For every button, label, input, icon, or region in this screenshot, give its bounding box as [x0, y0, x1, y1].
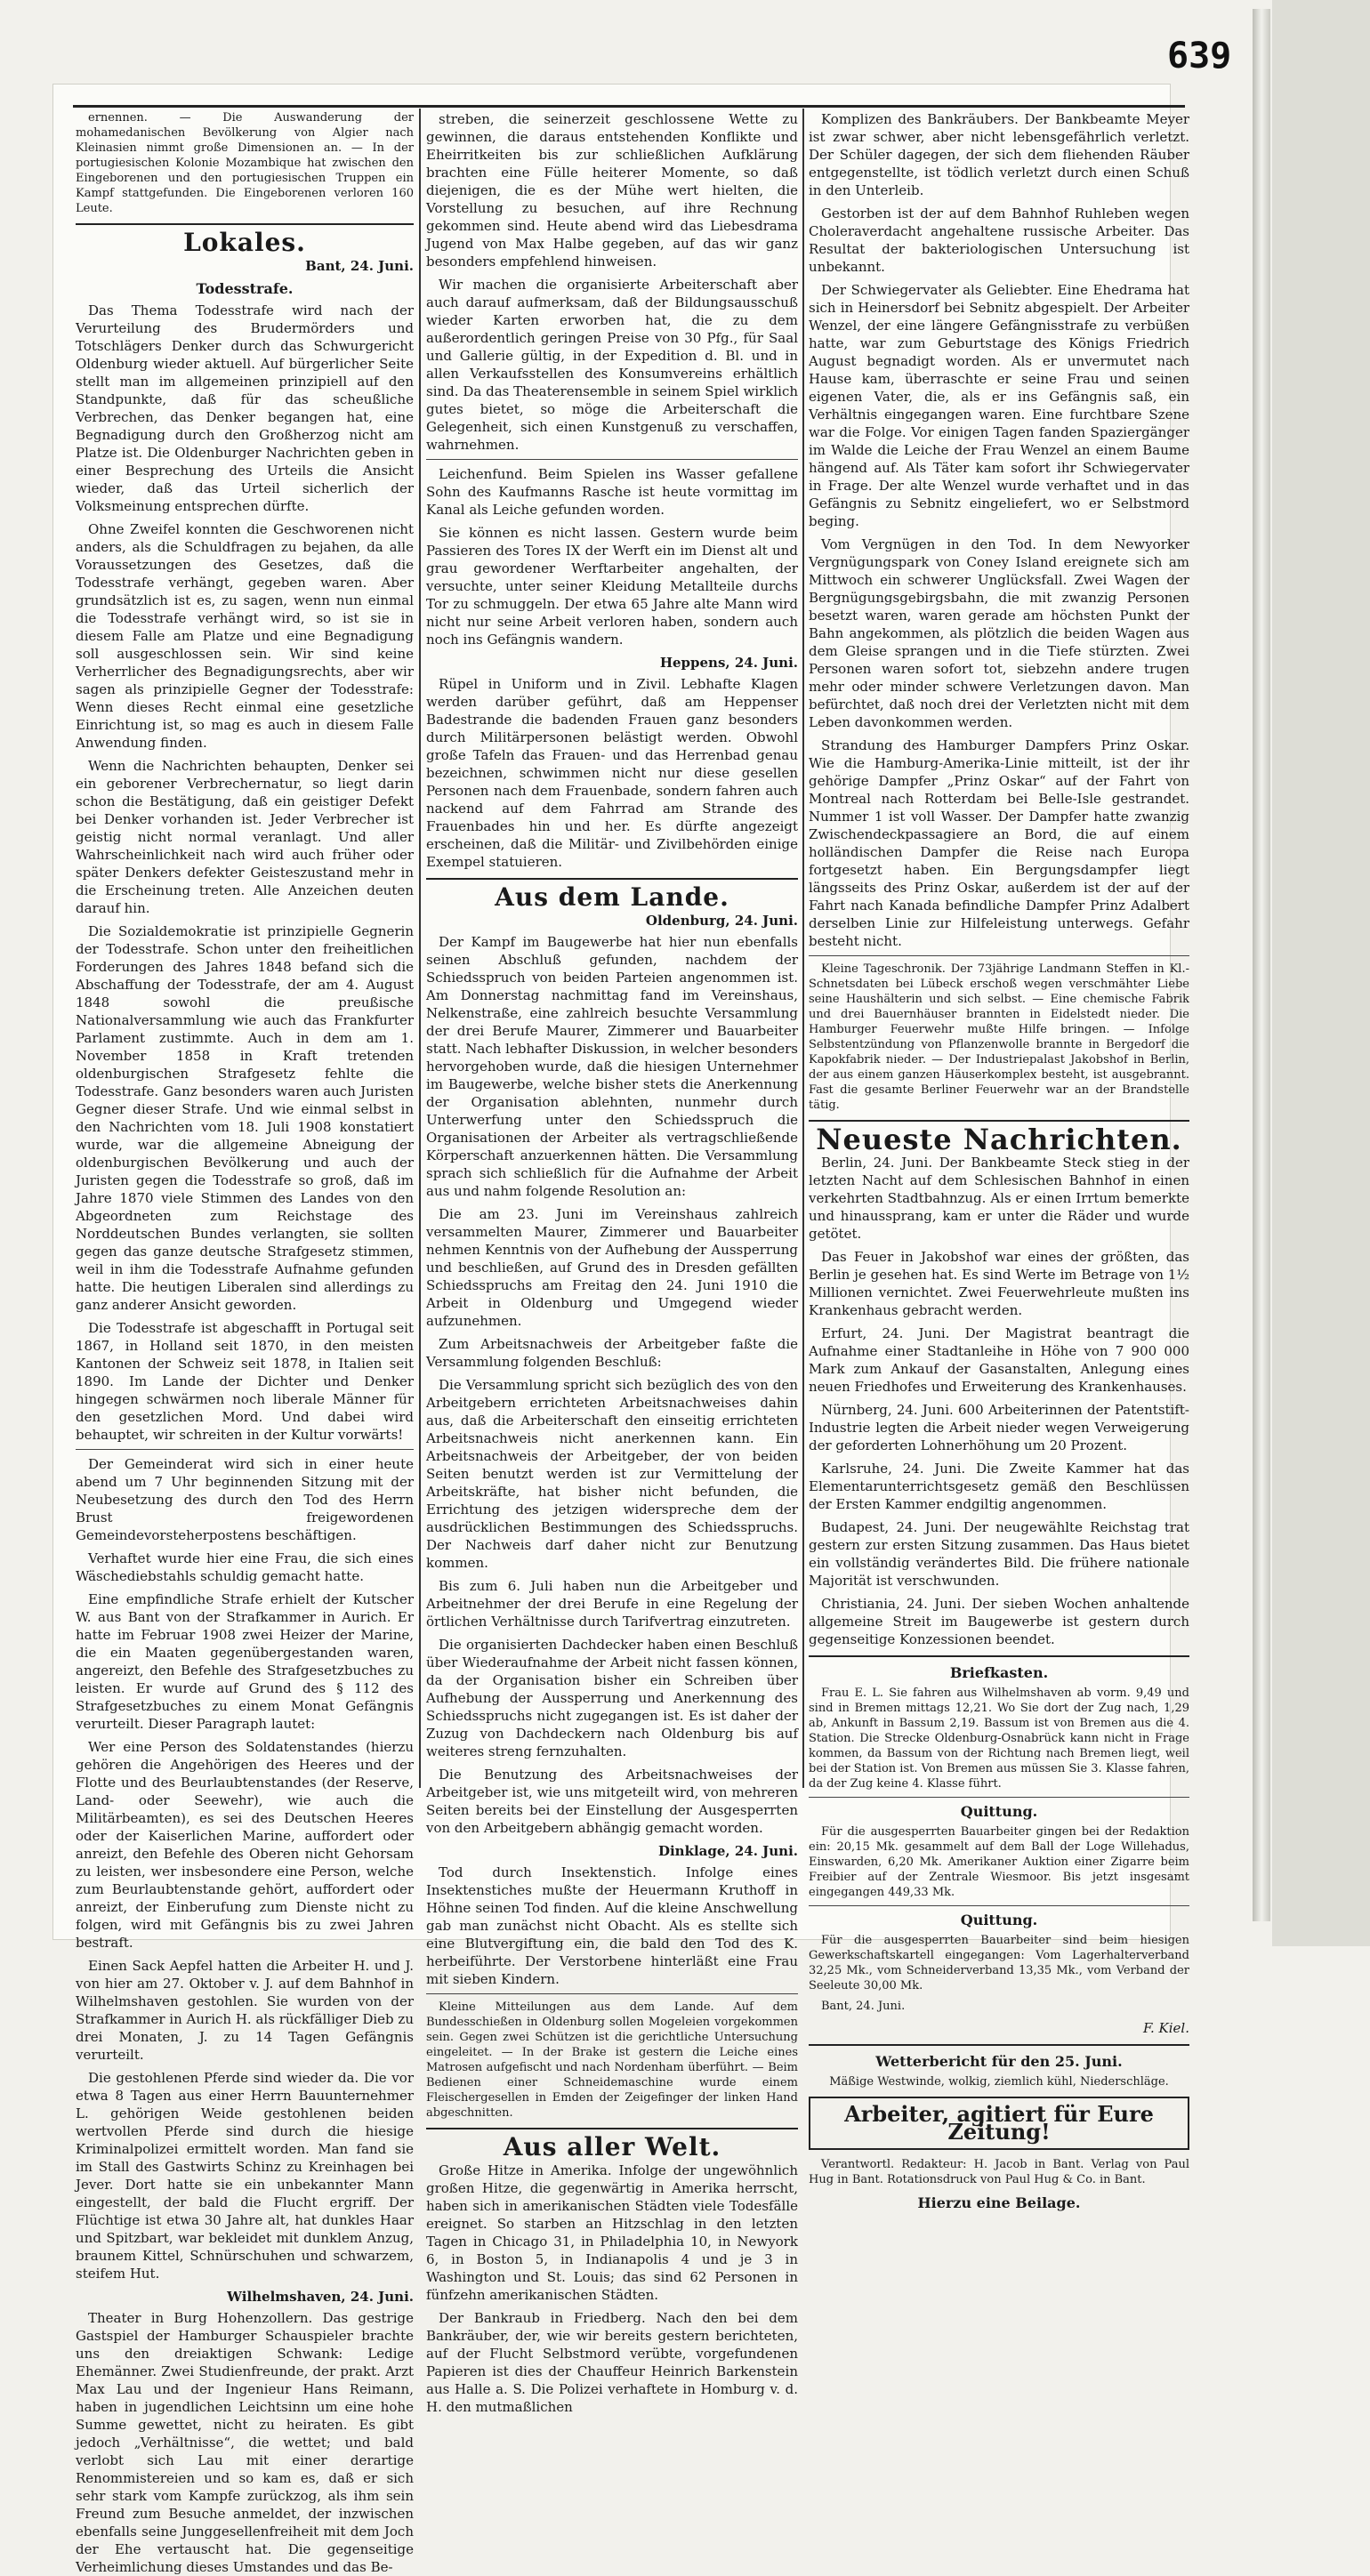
paragraph: Große Hitze in Amerika. Infolge der ungewöhnlich großen Hitze, die gegenwärtig in Amerika herrscht, haben sich in amerikanischen Städten viele Todesfälle ereignet. So starben an Hitzschlag in den letzten Tagen in Chicago 31, in Philadelphia 10, in Newyork 6, in Boston 5, in Indianapolis 4 und je 3 in Washington und St. Louis; das sind 62 Personen in fünfzehn amerikanischen Städten. [426, 2162, 798, 2303]
paragraph: Gestorben ist der auf dem Bahnhof Ruhleben wegen Choleraverdacht angehaltene russische Arbeiter. Das Resultat der bakteriologischen Untersuchung ist unbekannt. [809, 205, 1189, 275]
separator [76, 1449, 414, 1450]
section-title-aus-aller-welt: Aus aller Welt. [503, 2132, 721, 2161]
paragraph: streben, die seinerzeit geschlossene Wette zu gewinnen, die daraus entstehenden Konflikte und Eheirritkeiten bis zur schließlichen Aufklärung brachten eine Fülle heiterer Momente, so daß diejenigen, die es der Mühe wert hielten, die Vorstellung zu besuchen, auf ihre Rechnung gekommen sind. Heute abend wird das Liebesdrama Jugend von Max Halbe gegeben, auf das wir ganz besonders empfehlend hinweisen. [426, 111, 798, 270]
paragraph: Die Benutzung des Arbeitsnachweises der Arbeitgeber ist, wie uns mitgeteilt wird, von mehreren Seiten bereits bei der Einstellung der Ausgesperrten von den Arbeitgebern abhängig gemacht worden. [426, 1767, 798, 1836]
news-item: Erfurt, 24. Juni. Der Magistrat beantragt die Aufnahme einer Stadtanleihe in Höhe von 7 900 000 Mark zum Ankauf der Gasanstalten, Anlegung eines neuen Friedhofes und Erweiterung des Krankenhauses. [809, 1325, 1189, 1395]
quittung-title: Quittung. [960, 1803, 1038, 1820]
paragraph: Wenn die Nachrichten behaupten, Denker sei ein geborener Verbrechernatur, so liegt darin schon die Bestätigung, daß ein geistiger Defekt bei Denker vorhanden ist. Jeder Verbrecher ist geistig nicht normal veranlagt. Und aller Wahrscheinlichkeit nach wird auch früher oder später Denkers defekter Geisteszustand mehr in die Erscheinung treten. Alle Anzeichen deuten darauf hin. [76, 758, 414, 916]
section-title-aus-dem-lande: Aus dem Lande. [495, 882, 729, 912]
paragraph: Theater in Burg Hohenzollern. Das gestrige Gastspiel der Hamburger Schauspieler brachte uns den dreiaktigen Schwank: Ledige Ehemänner. Zwei Studienfreunde, der prakt. Arzt Max Lau und der Ingenieur Hans Reimann, haben in jugendlichen Leichtsinn um eine hohe Summe gewettet, nicht zu heiraten. Es gibt jedoch „Verhältnisse“, die wettet; und bald verlobt sich Lau mit einer derartige Renommistereien und so kam es, daß er sich sehr stark vom Kampfe zurückzog, als ihm sein Freund zum Besuche anmeldet, der inzwischen ebenfalls seine Junggesellenfreiheit mit dem Joch der Ehe vertauscht hat. Die gegenseitige Verheimlichung dieses Umstandes und das Be- [76, 2310, 414, 2575]
separator [426, 1993, 798, 1994]
paragraph: Strandung des Hamburger Dampfers Prinz Oskar. Wie die Hamburg-Amerika-Linie mitteilt, ist der ihr gehörige Dampfer „Prinz Oskar“ auf der Fahrt von Montreal nach Rotterdam bei Belle-Isle gestrandet. Nummer 1 ist voll Wasser. Der Dampfer hatte zwanzig Zwischendeckpassagiere an Bord, die auf einem holländischen Dampfer die Reise nach Europa fortgesetzt haben. Ein Bergungsdampfer liegt längsseits des Prinz Oskar, außerdem ist der auf der Fahrt nach Kanada befindliche Dampfer Prinz Adalbert derselben Linie zur Hilfeleistung unterwegs. Gefahr besteht nicht. [809, 737, 1189, 949]
section-title-lokales: Lokales. [183, 228, 306, 257]
small-notices: Kleine Mitteilungen aus dem Lande. Auf dem Bundesschießen in Oldenburg sollen Mogeleien vorgekommen sein. Gegen zwei Schützen ist die gerichtliche Untersuchung eingeleitet. — In der Brake ist gestern die Leiche eines Matrosen aufgefischt und nach Nordenham überführt. — Beim Bedienen einer Schneidemaschine wurde einem Fleischergesellen in Emden der Zeigefinger der linken Hand abgeschnitten. [426, 2000, 798, 2120]
dateline: Oldenburg, 24. Juni. [645, 913, 798, 929]
paragraph: Die gestohlenen Pferde sind wieder da. Die vor etwa 8 Tagen aus einer Herrn Bauunternehmer L. gehörigen Weide gestohlenen beiden wertvollen Pferde sind durch die hiesige Kriminalpolizei ermittelt worden. Man fand sie im Stall des Gastwirts Schinz zu Kreinhagen bei Jever. Dort hatte sie ein unbekannter Mann eingestellt, der bald die Flucht ergriff. Der Flüchtige ist etwa 30 Jahre alt, hat dunkles Haar und Spitzbart, war bekleidet mit dunklem Anzug, braunem Kittel, Schnürschuhen und schwarzem, steifem Hut. [76, 2070, 414, 2282]
paragraph: Tod durch Insektenstich. Infolge eines Insektenstiches mußte der Heuermann Kruthoff in Höhne seinen Tod finden. Auf die kleine Anschwellung gab man zunächst nicht Obacht. Als es stellte sich eine Blutvergiftung ein, die bald den Tod des K. herbeiführte. Der Verstorbene hinterläßt eine Frau mit sieben Kindern. [426, 1864, 798, 1987]
paragraph: Wer eine Person des Soldatenstandes (hierzu gehören die Angehörigen des Heeres und der Flotte und des Beurlaubtenstandes (der Reserve, Land- oder Seewehr), wie auch die Militärbeamten), es sei des Deutschen Heeres oder der Kaiserlichen Marine, auffordert oder anreizt, den Befehle des Oberen nicht Gehorsam zu leisten, wer insbesondere eine Person, welche zum Beurlaubtenstande gehört, auffordert oder anreizt, der Einberufung zum Dienste nicht zu folgen, wird mit Gefängnis bis zu zwei Jahren bestraft. [76, 1739, 414, 1951]
small-notices: Kleine Tageschronik. Der 73jährige Landmann Steffen in Kl.-Schnetsdaten bei Lübeck erschoß wegen verschmähter Liebe seine Haushälterin und sich selbst. — Eine chemische Fabrik und drei Bauernhäuser brannten in Eidelstedt nieder. Die Hamburger Feuerwehr mußte Hilfe bringen. — Infolge Selbstentzündung von Pflanzenwolle brannte in Bergedorf die Kapokfabrik nieder. — Der Industriepalast Jakobshof in Berlin, der aus einem ganzen Häuserkomplex besteht, ist ausgebrannt. Fast die gesamte Berliner Feuerwehr war an der Brandstelle tätig. [809, 962, 1189, 1112]
page-edge [1253, 9, 1270, 1921]
section-title-neueste-nachrichten: Neueste Nachrichten. [816, 1123, 1182, 1156]
paragraph: Eine empfindliche Strafe erhielt der Kutscher W. aus Bant von der Strafkammer in Aurich. Er hatte im Februar 1908 zwei Heizer der Marine, die ein Maaten gegenübergestanden waren, angereizt, den Befehle des Strafgesetzbuches zu leisten. Er wurde auf Grund des § 112 des Strafgesetzbuches zu einem Monat Gefängnis verurteilt. Dieser Paragraph lautet: [76, 1591, 414, 1732]
quittung-signature: F. Kiel. [1142, 2020, 1189, 2036]
paragraph: Sie können es nicht lassen. Gestern wurde beim Passieren des Tores IX der Werft ein im Dienst alt und grau gewordener Werftarbeiter angehalten, der versuchte, unter seiner Kleidung Metallteile durchs Tor zu schmuggeln. Der etwa 65 Jahre alte Mann wird nicht nur seine Arbeit verloren haben, sondern auch noch ins Gefängnis wandern. [426, 525, 798, 648]
separator [809, 1120, 1189, 1122]
paragraph: Einen Sack Aepfel hatten die Arbeiter H. und J. von hier am 27. Oktober v. J. auf dem Bahnhof in Wilhelmshaven gestohlen. Sie wurden von der Strafkammer in Aurich H. als rückfälliger Dieb zu drei Monaten, J. zu 14 Tagen Gefängnis verurteilt. [76, 1958, 414, 2063]
paragraph: Die organisierten Dachdecker haben einen Beschluß über Wiederaufnahme der Arbeit nicht fassen können, da der Organisation bisher ein Schreiben über Aufhebung der Aussperrung und Anerkennung des Schiedsspruchs nicht zugegangen ist. Es ist daher der Zuzug von Dachdeckern nach Oldenburg bis auf weiteres streng fernzuhalten. [426, 1637, 798, 1759]
news-item: Nürnberg, 24. Juni. 600 Arbeiterinnen der Patentstift-Industrie legten die Arbeit nieder wegen Verweigerung der geforderten Lohnerhöhung um 20 Prozent. [809, 1402, 1189, 1453]
separator [809, 1905, 1189, 1906]
news-item: Berlin, 24. Juni. Der Bankbeamte Steck stieg in der letzten Nacht auf dem Schlesischen Bahnhof in einen verkehrten Stadtbahnzug. Als er einen Irrtum bemerkte und hinaussprang, kam er unter die Räder und wurde getötet. [809, 1155, 1189, 1242]
column-divider [802, 109, 804, 1788]
appeal-box: Arbeiter, agitiert für Eure Zeitung! [809, 2097, 1189, 2150]
article-heading: Todesstrafe. [196, 280, 294, 297]
paragraph: Wir machen die organisierte Arbeiterschaft aber auch darauf aufmerksam, daß der Bildungsausschuß wieder Karten erworben hat, die zu dem außerordentlich geringen Preise von 30 Pfg., für Saal und Gallerie gültig, in der Expedition d. Bl. und in allen Verkaufsstellen des Konsumvereins erhältlich sind. Da das Theaterensemble in seinem Spiel wirklich gutes bietet, so möge die Arbeiterschaft die Gelegenheit, sich einen Kunstgenuß zu verschaffen, wahrnehmen. [426, 277, 798, 453]
paragraph: Ohne Zweifel konnten die Geschworenen nicht anders, als die Schuldfragen zu bejahen, da alle Voraussetzungen des Gesetzes, daß die Todesstrafe verhängt, gegeben waren. Aber grundsätzlich ist es, zu sagen, wenn nun einmal die Todesstrafe verhängt wird, so ist sie in diesem Falle am Platze und eine Begnadigung soll ausgeschlossen sein. Wir sind keine Verherrlicher des Begnadigungsrechts, aber wir sagen als prinzipielle Gegner der Todesstrafe: Wenn dieses Recht einmal eine gesetzliche Einrichtung ist, so mag es auch in diesem Falle Anwendung finden. [76, 521, 414, 751]
paragraph: Die Todesstrafe ist abgeschafft in Portugal seit 1867, in Holland seit 1870, in den meisten Kantonen der Schweiz seit 1878, in Italien seit 1890. Im Lande der Dichter und Denker hingegen schwärmen noch liberale Männer für den gesetzlichen Mord. Und dabei wird behauptet, wir schreiten in der Kultur vorwärts! [76, 1320, 414, 1443]
news-item: Budapest, 24. Juni. Der neugewählte Reichstag trat gestern zur ersten Sitzung zusammen. Das Haus bietet ein vollständig verändertes Bild. Die frühere nationale Majorität ist verschwunden. [809, 1519, 1189, 1589]
dateline: Heppens, 24. Juni. [659, 655, 798, 671]
paragraph: Die Versammlung spricht sich bezüglich des von den Arbeitgebern errichteten Arbeitsnachweises dahin aus, daß die Arbeiterschaft den einseitig errichteten Arbeitsnachweis nicht anerkennen kann. Ein Arbeitsnachweis der Arbeitgeber, der von beiden Seiten benutzt werden ist zur Vermittelung der Arbeitskräfte, hat bisher nicht befunden, die Errichtung des jetzigen widerspreche dem der ausdrücklichen Bestimmungen des Schiedsspruchs. Der Nachweis darf daher nicht zur Benutzung kommen. [426, 1377, 798, 1571]
dateline: Dinklage, 24. Juni. [657, 1843, 798, 1859]
briefkasten-title: Briefkasten. [949, 1664, 1049, 1681]
page-number: 639 [1167, 36, 1232, 76]
paragraph: Leichenfund. Beim Spielen ins Wasser gefallene Sohn des Kaufmanns Rasche ist heute vormittag im Kanal als Leiche gefunden worden. [426, 466, 798, 518]
paragraph: Vom Vergnügen in den Tod. In dem Newyorker Vergnügungspark von Coney Island ereignete sich am Mittwoch ein schwerer Unglücksfall. Zwei Wagen der Bergnügungsgebirgsbahn, die mit zwanzig Personen besetzt waren, waren gerade am höchsten Punkt der Bahn angekommen, als plötzlich die beiden Wagen aus dem Gleise sprangen und in die Tiefe stürzten. Zwei Personen waren sofort tot, siebzehn andere trugen mehr oder minder schwere Verletzungen davon. Man befürchtet, daß noch drei der Verletzten nicht mit dem Leben davonkommen werden. [809, 536, 1189, 730]
separator [809, 1655, 1189, 1657]
paragraph: Der Schwiegervater als Geliebter. Eine Ehedrama hat sich in Heinersdorf bei Sebnitz abgespielt. Der Arbeiter Wenzel, der eine längere Gefängnisstrafe zu verbüßen hatte, war zum Geburtstage des Königs Friedrich August begnadigt worden. Als er unvermutet nach Hause kam, überraschte er seine Frau und seinen eigenen Vater, die, als er ins Gefängnis saß, ein Verhältnis eingegangen waren. Eine furchtbare Szene war die Folge. Vor einigen Tagen fanden Spaziergänger im Walde die Leiche der Frau Wenzel an einem Baume hängend auf. Als Täter kam sofort ihr Schwiegervater in Frage. Der alte Wenzel wurde verhaftet und in das Gefängnis zu Sebnitz eingeliefert, wo er Selbstmord beging. [809, 282, 1189, 529]
paragraph: Komplizen des Bankräubers. Der Bankbeamte Meyer ist zwar schwer, aber nicht lebensgefährlich verletzt. Der Schüler dagegen, der sich dem fliehenden Räuber entgegenstellte, ist tödlich verletzt durch einen Schuß in den Unterleib. [809, 111, 1189, 198]
news-item: Das Feuer in Jakobshof war eines der größten, das Berlin je gesehen hat. Es sind Werte im Betrage von 1½ Millionen vernichtet. Zwei Feuerwehrleute mußten ins Krankenhaus gebracht werden. [809, 1249, 1189, 1318]
separator [809, 1797, 1189, 1798]
dateline: Wilhelmshaven, 24. Juni. [227, 2289, 414, 2305]
weather-text: Mäßige Westwinde, wolkig, ziemlich kühl, Niederschläge. [829, 2075, 1169, 2089]
weather-title: Wetterbericht für den 25. Juni. [875, 2053, 1123, 2070]
book-binding [1272, 0, 1370, 1946]
paragraph: Der Bankraub in Friedberg. Nach den bei dem Bankräuber, der, wie wir bereits gestern berichteten, auf der Flucht Selbstmord verübte, vorgefundenen Papieren ist dies der Chauffeur Heinrich Barkenstein aus Halle a. S. Die Polizei verhaftete in Homburg v. d. H. den mutmaßlichen [426, 2310, 798, 2415]
supplement-note: Hierzu eine Beilage. [917, 2194, 1081, 2211]
paragraph: Die am 23. Juni im Vereinshaus zahlreich versammelten Maurer, Zimmerer und Bauarbeiter nehmen Kenntnis von der Aufhebung der Aussperrung und beschließen, auf Grund des in Dresden gefällten Schiedsspruchs am Freitag den 24. Juni 1910 die Arbeit in Oldenburg und Umgegend wieder aufzunehmen. [426, 1206, 798, 1329]
paragraph: Das Thema Todesstrafe wird nach der Verurteilung des Brudermörders und Totschlägers Denker durch das Schwurgericht Oldenburg wieder aktuell. Auf bürgerlicher Seite stellt man im allgemeinen prinzipiell auf den Standpunkte, daß für das scheußliche Verbrechen, das Denker begangen hat, eine Begnadigung durch den Großherzog nicht am Platze ist. Die Oldenburger Nachrichten geben in einer Besprechung des Urteils die Ansicht wieder, daß das Urteil sicherlich der Volksmeinung entsprechen dürfte. [76, 302, 414, 514]
separator [809, 2044, 1189, 2046]
column-2 [426, 110, 798, 2415]
paragraph: Die Sozialdemokratie ist prinzipielle Gegnerin der Todesstrafe. Schon unter den freiheitlichen Forderungen des Jahres 1848 befand sich die Abschaffung der Todesstrafe, der am 4. August 1848 sowohl die preußische Nationalversammlung wie auch das Frankfurter Parlament zustimmte. Auch in dem am 1. November 1858 in Kraft tretenden oldenburgischen Strafgesetz fehlte die Todesstrafe. Ganz besonders waren auch Juristen Gegner dieser Strafe. Und wie einmal selbst in den Nachrichten vom 18. Juli 1908 konstatiert wurde, war die allgemeine Abneigung der oldenburgischen Bevölkerung und auch der Juristen gegen die Todesstrafe so groß, daß im Jahre 1870 viele Stimmen des Landes von den Abgeordneten zum Reichstage des Norddeutschen Bundes verlangten, sie sollten gegen das ganze deutsche Strafgesetz stimmen, weil in ihm die Todesstrafe Aufnahme gefunden hatte. Die heutigen Liberalen sind allerdings zu ganz anderer Ansicht geworden. [76, 923, 414, 1313]
separator [426, 878, 798, 880]
quittung-text: Für die ausgesperrten Bauarbeiter gingen bei der Redaktion ein: 20,15 Mk. gesammelt auf dem Ball der Loge Willehadus, Einswarden, 6,20 Mk. Amerikaner Auktion einer Zigarre beim Freibier auf der Zentrale Wiesmoor. Bis jetzt insgesamt eingegangen 449,33 Mk. [809, 1825, 1189, 1899]
column-1 [76, 110, 414, 2575]
briefkasten-text: Frau E. L. Sie fahren aus Wilhelmshaven ab vorm. 9,49 und sind in Bremen mittags 12,21. Wo Sie dort der Zug nach, 1,29 ab, Ankunft in Bassum 2,19. Bassum ist von Bremen aus die 4. Station. Die Strecke Oldenburg-Osnabrück kann nicht in Frage kommen, da Bassum von der Richtung nach Bremen liegt, weil bei der Station ist. Von Bremen aus müssen Sie 3. Klasse fahren, da der Zug keine 4. Klasse führt. [809, 1686, 1189, 1791]
news-item: Christiania, 24. Juni. Der sieben Wochen anhaltende allgemeine Streit im Baugewerbe ist gestern durch gegenseitige Konzessionen beendet. [809, 1596, 1189, 1647]
column-divider [419, 109, 421, 1788]
intro-notice: ernennen. — Die Auswanderung der mohamedanischen Bevölkerung von Algier nach Kleinasien nimmt große Dimensionen an. — In der portugiesischen Kolonie Mozambique hat zwischen den Eingeborenen und den portugiesischen Truppen ein Kampf stattgefunden. Die Eingeborenen verloren 160 Leute. [76, 111, 414, 215]
paragraph: Der Kampf im Baugewerbe hat hier nun ebenfalls seinen Abschluß gefunden, nachdem der Schiedsspruch von beiden Parteien angenommen ist. Am Donnerstag nachmittag fand im Vereinshaus, Nelkenstraße, eine zahlreich besuchte Versammlung der drei Berufe Maurer, Zimmerer und Bauarbeiter statt. Nach lebhafter Diskussion, in welcher besonders hervorgehoben wurde, daß die hiesigen Unternehmer im Baugewerbe, welche bisher stets die Anerkennung der Organisation ablehnten, nunmehr durch Unterwerfung unter den Schiedsspruch die Organisationen der Arbeiter als vertragschließende Körperschaft anzuerkennen hätten. Die Versammlung sprach sich schließlich für die Aufnahme der Arbeit aus und nahm folgende Resolution an: [426, 934, 798, 1199]
top-rule [73, 105, 1185, 108]
dateline: Bant, 24. Juni. [305, 258, 414, 274]
separator [426, 2128, 798, 2129]
news-item: Karlsruhe, 24. Juni. Die Zweite Kammer hat das Elementarunterrichtsgesetz gemäß den Beschlüssen der Ersten Kammer endgiltig angenommen. [809, 1461, 1189, 1512]
paragraph: Zum Arbeitsnachweis der Arbeitgeber faßte die Versammlung folgenden Beschluß: [426, 1336, 798, 1370]
paragraph: Bis zum 6. Juli haben nun die Arbeitgeber und Arbeitnehmer der drei Berufe in eine Regelung der örtlichen Verhältnisse durch Tarifvertrag einzutreten. [426, 1578, 798, 1630]
quittung-date: Bant, 24. Juni. [821, 2000, 906, 2013]
separator [76, 223, 414, 225]
separator [426, 459, 798, 460]
column-3 [809, 110, 1189, 2211]
quittung-text: Für die ausgesperrten Bauarbeiter sind beim hiesigen Gewerkschaftskartell eingegangen: Vom Lagerhalterverband 32,25 Mk., vom Schneiderverband 13,35 Mk., vom Verband der Seeleute 30,00 Mk. [809, 1934, 1189, 1992]
separator [809, 955, 1189, 956]
quittung-title: Quittung. [960, 1912, 1038, 1928]
imprint: Verantwortl. Redakteur: H. Jacob in Bant. Verlag von Paul Hug in Bant. Rotationsdruck von Paul Hug & Co. in Bant. [809, 2158, 1189, 2186]
paragraph: Rüpel in Uniform und in Zivil. Lebhafte Klagen werden darüber geführt, daß am Heppenser Badestrande die badenden Frauen ganz besonders durch Militärpersonen belästigt werden. Obwohl große Tafeln das Frauen- und das Herrenbad genau bezeichnen, schwimmen nicht nur diese gesellen Personen nach dem Frauenbade, sondern fahren auch nackend auf dem Fahrrad am Strande des Frauenbades hin und her. Es dürfte angezeigt erscheinen, daß die Militär- und Zivilbehörden einige Exempel statuieren. [426, 676, 798, 870]
paragraph: Verhaftet wurde hier eine Frau, die sich eines Wäschediebstahls schuldig gemacht hatte. [76, 1550, 414, 1584]
paragraph: Der Gemeinderat wird sich in einer heute abend um 7 Uhr beginnenden Sitzung mit der Neubesetzung des durch den Tod des Herrn Brust freigewordenen Gemeindevorsteherpostens beschäftigen. [76, 1456, 414, 1543]
